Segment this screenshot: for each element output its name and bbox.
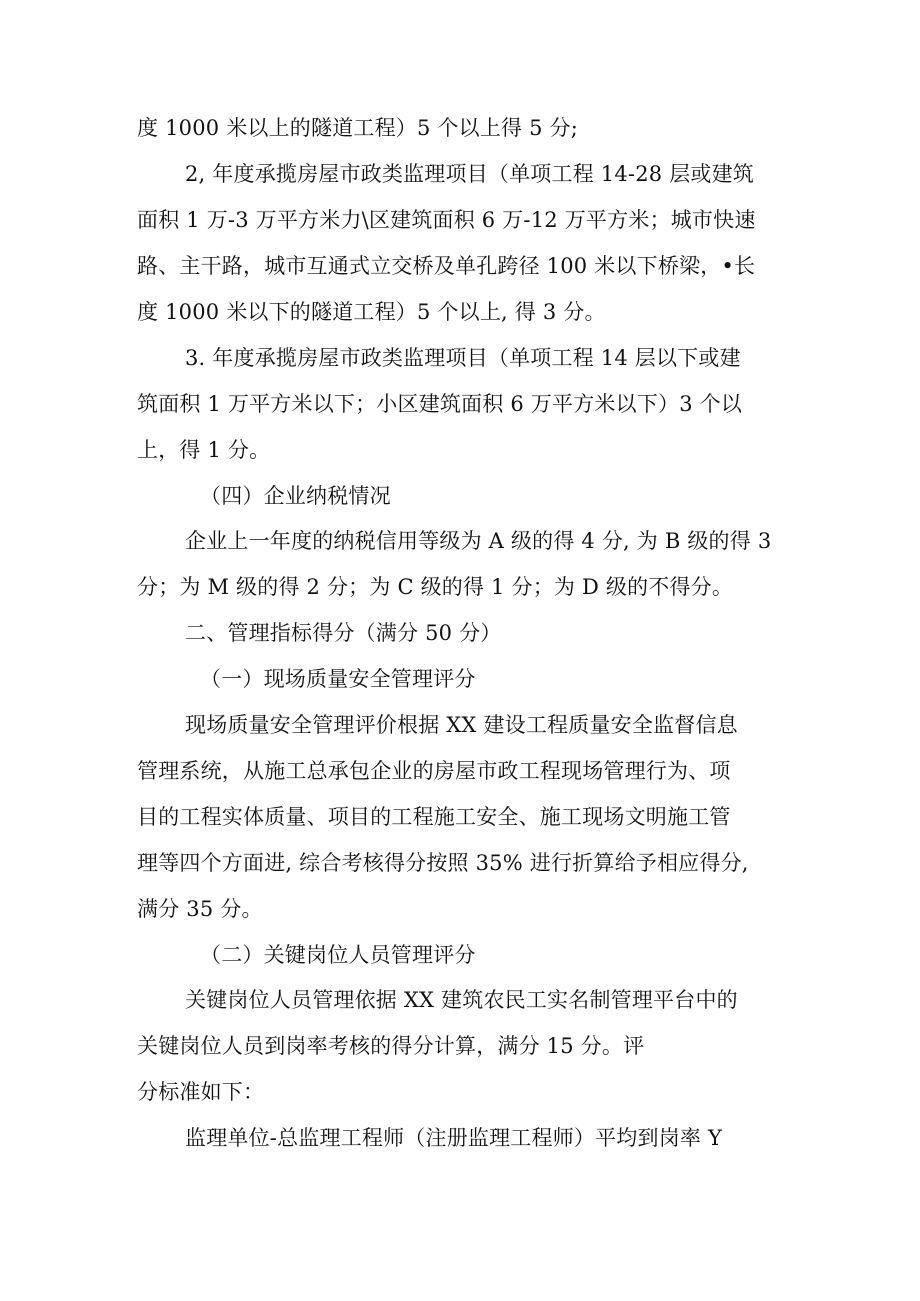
text-line: 理等四个方面进, 综合考核得分按照 35% 进行折算给予相应得分,	[137, 851, 749, 875]
text-line: 3. 年度承揽房屋市政类监理项目（单项工程 14 层以下或建	[185, 346, 741, 370]
text-line: 企业上一年度的纳税信用等级为 A 级的得 4 分, 为 B 级的得 3	[185, 529, 772, 553]
text-line: 管理系统，从施工总承包企业的房屋市政工程现场管理行为、项	[137, 759, 731, 783]
text-line: 分；为 M 级的得 2 分；为 C 级的得 1 分；为 D 级的不得分。	[137, 575, 734, 599]
section-heading: （一）现场质量安全管理评分	[200, 667, 476, 691]
section-heading: （二）关键岗位人员管理评分	[200, 943, 476, 967]
text-line: 度 1000 米以上的隧道工程）5 个以上得 5 分;	[137, 116, 579, 140]
section-heading: 二、管理指标得分（满分 50 分）	[185, 621, 502, 645]
text-line: 分标准如下：	[137, 1080, 265, 1104]
text-line: 关键岗位人员管理依据 XX 建筑农民工实名制管理平台中的	[185, 988, 738, 1012]
text-line: 满分 35 分。	[137, 897, 263, 921]
text-line: 面积 1 万-3 万平方米力\区建筑面积 6 万-12 万平方米；城市快速	[137, 208, 756, 232]
text-line: 关键岗位人员到岗率考核的得分计算，满分 15 分。评	[137, 1034, 645, 1058]
text-line: 筑面积 1 万平方米以下；小区建筑面积 6 万平方米以下）3 个以	[137, 392, 743, 416]
text-line: 上，得 1 分。	[137, 438, 271, 462]
section-heading: （四）企业纳税情况	[200, 484, 391, 508]
text-line: 度 1000 米以下的隧道工程）5 个以上, 得 3 分。	[137, 300, 606, 324]
text-line: 现场质量安全管理评价根据 XX 建设工程质量安全监督信息	[185, 713, 738, 737]
text-line: 路、主干路，城市互通式立交桥及单孔跨径 100 米以下桥梁，•长	[137, 254, 756, 278]
text-line: 目的工程实体质量、项目的工程施工安全、施工现场文明施工管	[137, 805, 731, 829]
text-line: 2, 年度承揽房屋市政类监理项目（单项工程 14-28 层或建筑	[185, 162, 754, 186]
text-line: 监理单位-总监理工程师（注册监理工程师）平均到岗率 Y	[185, 1126, 723, 1150]
